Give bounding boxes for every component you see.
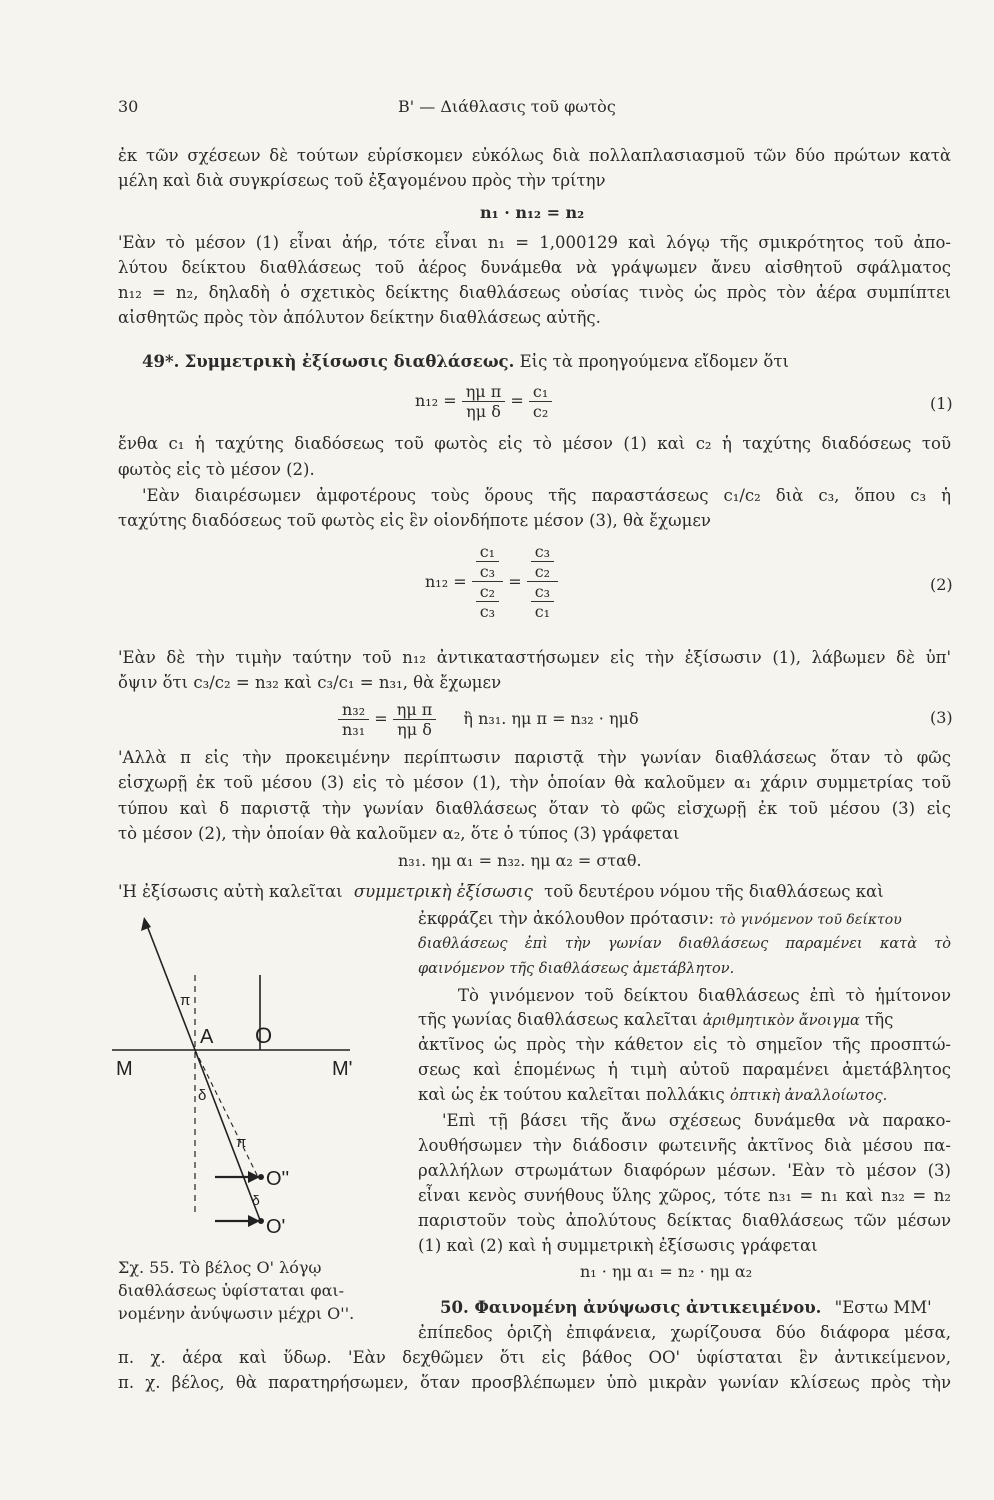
text-segment: τῆς <box>865 1010 894 1029</box>
label-pi-bottom: π <box>236 1134 247 1151</box>
text-line <box>418 908 951 931</box>
point-icon <box>258 1218 264 1224</box>
eq1-num1: ημ π <box>462 382 506 402</box>
equation-5: n₁ · ημ α₁ = n₂ · ημ α₂ <box>580 1262 753 1281</box>
eq2-frac1-top <box>472 542 503 582</box>
eq2-bot1b: c₃ <box>479 602 496 621</box>
label-M: M <box>116 1058 133 1080</box>
equation-2 <box>425 542 558 621</box>
label-O-prime: O' <box>266 1216 286 1238</box>
text-segment: τοῦ δευτέρου νόμου τῆς διαθλάσεως καὶ <box>544 882 884 901</box>
text-segment: τῆς γωνίας διαθλάσεως καλεῖται <box>418 1010 698 1029</box>
text-line: σεως καὶ ἑπομένως ἡ τιμὴ αὐτοῦ παραμένει ἀμετάβλητος <box>418 1060 951 1079</box>
eq2-frac1-bottom <box>472 582 503 621</box>
refraction-figure <box>110 915 360 1245</box>
text-segment: 'Η ἐξίσωσις αὐτὴ καλεῖται <box>118 882 343 901</box>
equation-4: n₃₁. ημ α₁ = n₃₂. ημ α₂ = σταθ. <box>398 851 642 870</box>
text-line: φωτὸς εἰς τὸ μέσον (2). <box>118 460 315 479</box>
text-line: n₁₂ = n₂, δηλαδὴ ὁ σχετικὸς δείκτης διαθλάσεως οὐσίας τινὸς ὡς πρὸς τὸν ἀέρα συμπίπτει <box>118 283 951 302</box>
text-line: ὄψιν ὅτι c₃/c₂ = n₃₂ καὶ c₃/c₁ = n₃₁, θὰ ἔχωμεν <box>118 673 502 692</box>
text-segment: ἐκφράζει τὴν ἀκόλουθον πρότασιν: <box>418 909 715 928</box>
figure-caption-line: διαθλάσεως ὑφίσταται φαι- <box>118 1281 345 1300</box>
text-line: 'Εὰν διαιρέσωμεν ἀμφοτέρους τοὺς ὅρους τῆς παραστάσεως c₁/c₂ διὰ c₃, ὅπου c₃ ἡ <box>142 486 951 505</box>
text-line: ἐκ τῶν σχέσεων δὲ τούτων εὑρίσκομεν εὐκόλως διὰ πολλαπλασιασμοῦ τῶν δύο πρώτων κατὰ <box>118 146 951 165</box>
text-line: μέλη καὶ διὰ συγκρίσεως τοῦ ἐξαγομένου πρὸς τὴν τρίτην <box>118 171 606 190</box>
text-segment: "Εστω ΜΜ' <box>834 1298 932 1317</box>
label-delta: δ <box>198 1087 207 1104</box>
eq3-alt: ἢ n₃₁. ημ π = n₃₂ · ημδ <box>463 709 639 728</box>
eq2-number: (2) <box>930 575 953 594</box>
text-line: παριστοῦν τοὺς ἀπολύτους δείκτας διαθλάσεως τῶν μέσων <box>418 1211 951 1230</box>
eq1-lhs: n₁₂ = <box>415 391 457 410</box>
text-segment-italic: ὀπτικὴ ἀναλλοίωτος. <box>729 1088 888 1104</box>
eq1-number: (1) <box>930 394 953 413</box>
text-line: 'Επὶ τῇ βάσει τῆς ἄνω σχέσεως δυνάμεθα νὰ παρακο- <box>442 1111 951 1130</box>
eq2-bot2: c₃ <box>531 582 554 602</box>
eq2-top1: c₁ <box>476 542 499 562</box>
eq1-den2: c₂ <box>532 402 549 421</box>
text-line: 'Εὰν τὸ μέσον (1) εἶναι ἀήρ, τότε εἶναι n₁ = 1,000129 καὶ λόγῳ τῆς σμικρότητος τοῦ ἀπο- <box>118 233 951 252</box>
text-segment-italic: τὸ γινόμενον τοῦ δείκτου <box>719 912 902 928</box>
eq2-bar2: c₂ <box>534 562 551 581</box>
section-50-heading <box>440 1297 951 1319</box>
arrowhead-icon <box>141 917 151 931</box>
eq2-bot2b: c₁ <box>534 602 551 621</box>
eq1-frac2 <box>529 382 552 421</box>
eq3-number: (3) <box>930 708 953 727</box>
section-intro: Εἰς τὰ προηγούμενα εἴδομεν ὅτι <box>519 352 789 371</box>
section-number: 49*. <box>142 352 180 371</box>
text-line: ταχύτης διαδόσεως τοῦ φωτὸς εἰς ἓν οἱονδήποτε μέσον (3), θὰ ἔχωμεν <box>118 511 711 530</box>
section-title: Συμμετρικὴ ἐξίσωσις διαθλάσεως. <box>184 352 515 371</box>
eq1-mid: = <box>510 391 524 410</box>
label-delta-small: δ <box>252 1192 260 1208</box>
text-line: 'Εὰν δὲ τὴν τιμὴν ταύτην τοῦ n₁₂ ἀντικαταστήσωμεν εἰς τὴν ἐξίσωσιν (1), λάβωμεν δὲ ὑπ' <box>118 648 951 667</box>
text-line: (1) καὶ (2) καὶ ἡ συμμετρικὴ ἐξίσωσις γράφεται <box>418 1236 818 1255</box>
text-line: διαθλάσεως ἐπὶ τὴν γωνίαν διαθλάσεως παραμένει κατὰ τὸ <box>418 936 951 952</box>
text-line: λουθήσωμεν τὴν διάδοσιν φωτεινῆς ἀκτῖνος διὰ μέσου πα- <box>418 1136 951 1155</box>
equation-1 <box>415 382 552 421</box>
eq2-frac2-top <box>527 542 558 582</box>
label-O: O <box>255 1023 273 1048</box>
text-line: τύπου καὶ δ παριστᾷ τὴν γωνίαν διαθλάσεως ὅταν τὸ φῶς εἰσχωρῇ ἐκ τοῦ μέσου (3) εἰς <box>118 799 951 818</box>
eq3-num1: n₃₂ <box>338 700 369 720</box>
eq3-mid: = <box>374 709 388 728</box>
point-icon <box>258 1174 264 1180</box>
incident-ray <box>146 923 195 1050</box>
text-line: ἔνθα c₁ ἡ ταχύτης διαδόσεως τοῦ φωτὸς εἰς τὸ μέσον (1) καὶ c₂ ἡ ταχύτης διαδόσεως τοῦ <box>118 434 951 453</box>
text-line <box>418 1084 951 1107</box>
text-line: αἰσθητῶς πρὸς τὸν ἀπόλυτον δείκτην διαθλάσεως αὐτῆς. <box>118 308 601 327</box>
text-line: λύτου δείκτου διαθλάσεως τοῦ ἀέρος δυνάμεθα νὰ γράψωμεν ἄνευ αἰσθητοῦ σφάλματος <box>118 258 951 277</box>
text-line: π. χ. βέλος, θὰ παρατηρήσωμεν, ὅταν προσβλέπωμεν ὑπὸ μικρὰν γωνίαν κλίσεως πρὸς τὴν <box>118 1373 951 1392</box>
equation-a: n₁ · n₁₂ = n₂ <box>480 203 585 222</box>
text-line <box>418 1009 951 1032</box>
eq1-den1: ημ δ <box>466 402 501 421</box>
eq1-frac1 <box>462 382 506 421</box>
running-title: B' — Διάθλασις τοῦ φωτὸς <box>398 97 616 116</box>
label-O-double-prime: O'' <box>266 1168 290 1190</box>
text-line: τὸ μέσον (2), τὴν ὁποίαν θὰ καλοῦμεν α₂, ὅτε ὁ τύπος (3) γράφεται <box>118 824 680 843</box>
eq2-top2: c₃ <box>531 542 554 562</box>
text-line: π. χ. ἀέρα καὶ ὕδωρ. 'Εὰν δεχθῶμεν ὅτι εἰς βάθος ΟΟ' ὑφίσταται ἓν ἀντικείμενον, <box>118 1348 951 1367</box>
label-pi-top: π <box>180 992 191 1009</box>
apparent-ray <box>195 1050 258 1177</box>
text-line: φαινόμενον τῆς διαθλάσεως ἀμετάβλητον. <box>418 961 735 977</box>
eq2-frac1 <box>472 542 503 621</box>
label-M-prime: M' <box>332 1058 353 1080</box>
eq2-bot1: c₂ <box>476 582 499 602</box>
page-number: 30 <box>118 97 139 116</box>
text-segment: καὶ ὡς ἐκ τούτου καλεῖται πολλάκις <box>418 1085 725 1104</box>
eq3-frac1 <box>338 700 369 739</box>
text-line: εἶναι κενὸς συνήθους ὕλης χῶρος, τότε n₃₁ = n₁ καὶ n₃₂ = n₂ <box>418 1186 951 1205</box>
text-segment-italic: ἀριθμητικὸν ἄνοιγμα <box>702 1013 860 1029</box>
eq3-den2: ημ δ <box>397 720 432 739</box>
eq2-bar1: c₃ <box>479 562 496 581</box>
text-line: 'Αλλὰ π εἰς τὴν προκειμένην περίπτωσιν παριστᾷ τὴν γωνίαν διαθλάσεως ὅταν τὸ φῶς <box>118 748 951 767</box>
text-line: ἀκτῖνος ὡς πρὸς τὴν κάθετον εἰς τὸ σημεῖον τῆς προσπτώ- <box>418 1035 951 1054</box>
eq1-num2: c₁ <box>529 382 552 402</box>
equation-3 <box>338 700 639 739</box>
label-A: A <box>200 1026 214 1048</box>
eq2-mid: = <box>508 572 522 591</box>
text-segment-italic: συμμετρικὴ ἐξίσωσις <box>353 882 533 901</box>
eq2-frac2-bottom <box>527 582 558 621</box>
figure-caption-line: νομένην ἀνύψωσιν μέχρι O''. <box>118 1304 355 1323</box>
eq3-num2: ημ π <box>393 700 437 720</box>
section-49-heading <box>142 351 975 373</box>
text-line: ἐπίπεδος ὁριζὴ ἐπιφάνεια, χωρίζουσα δύο διάφορα μέσα, <box>418 1323 951 1342</box>
figure-caption-line: Σχ. 55. Τὸ βέλος O' λόγῳ <box>118 1258 322 1277</box>
section-title: 50. Φαινομένη ἀνύψωσις ἀντικειμένου. <box>440 1298 822 1317</box>
text-line <box>118 881 951 903</box>
eq2-frac2 <box>527 542 558 621</box>
eq3-den1: n₃₁ <box>342 720 366 739</box>
text-line: ραλλήλων στρωμάτων διαφόρων μέσων. 'Εὰν τὸ μέσον (3) <box>418 1161 951 1180</box>
text-line: εἰσχωρῇ ἐκ τοῦ μέσου (3) εἰς τὸ μέσον (1), τὴν ὁποίαν θὰ καλοῦμεν α₁ χάριν συμμετρίας τοῦ <box>118 773 951 792</box>
eq3-frac2 <box>393 700 437 739</box>
refracted-ray <box>195 1050 260 1220</box>
eq2-lhs: n₁₂ = <box>425 572 467 591</box>
text-line: Τὸ γινόμενον τοῦ δείκτου διαθλάσεως ἐπὶ τὸ ἡμίτονον <box>458 986 951 1005</box>
